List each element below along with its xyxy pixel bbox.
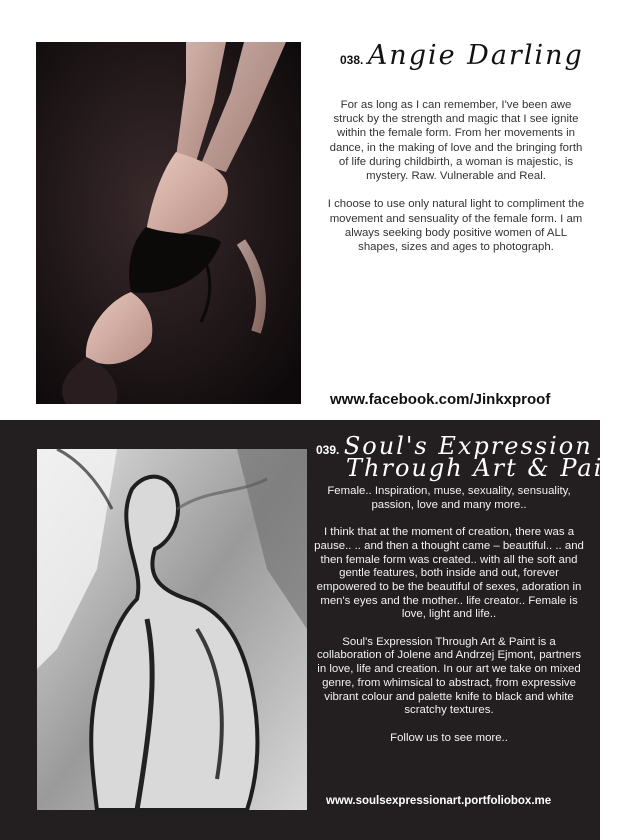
facebook-link[interactable]: www.facebook.com/Jinkxproof <box>330 391 551 408</box>
description-paragraph: For as long as I can remember, I've been awe struck by the strength and magic that I see ignite within the female form. From her movements in dance, in the making of love and the bringing forth of life during childbirth, a woman is majestic, is mystery. Raw. Vulnerable and Real. <box>329 99 583 183</box>
entry-title-line-2: Through Art & Paint <box>346 454 633 482</box>
reclining-woman-photo <box>36 42 301 404</box>
portfolio-link[interactable]: www.soulsexpressionart.portfoliobox.me <box>326 795 552 807</box>
entry-title: Angie Darling <box>367 40 584 71</box>
entry-039-description <box>312 485 586 759</box>
entry-038-description <box>325 98 587 268</box>
description-paragraph: Follow us to see more.. <box>390 731 508 744</box>
entry-039-heading <box>316 432 633 482</box>
description-paragraph: Soul's Expression Through Art & Paint is a collaboration of Jolene and Andrzej Ejmont, partners in love, life and creation. In our art we take on mixed genre, from whimsical to abstract, from expressive vibrant colour and palette knife to black and white scratchy textures. <box>316 635 582 717</box>
entry-039-painting <box>37 449 307 810</box>
entry-038-heading <box>340 40 584 71</box>
description-paragraph: Female.. Inspiration, muse, sexuality, sensuality, passion, love and many more.. <box>327 485 571 511</box>
description-paragraph: I choose to use only natural light to compliment the movement and sensuality of the female form. I am always seeking body positive women of ALL shapes, sizes and ages to photograph. <box>327 198 585 254</box>
description-paragraph: I think that at the moment of creation, there was a pause.. .. and then a thought came – beautiful.. .. and then female form was created.. with all the soft and gentle features, both inside and out, forever empowered to be the beautiful of sexes, adoration in men's eyes and the mother.. life creator.. Female is love, light and life.. <box>314 526 584 621</box>
entry-number: 038. <box>340 53 364 67</box>
entry-title-line-1: Soul's Expression <box>343 432 593 460</box>
entry-number: 039. <box>316 443 340 457</box>
figure-painting-image <box>37 449 307 810</box>
entry-038-photo <box>36 42 301 404</box>
entry-038-section <box>0 0 600 420</box>
